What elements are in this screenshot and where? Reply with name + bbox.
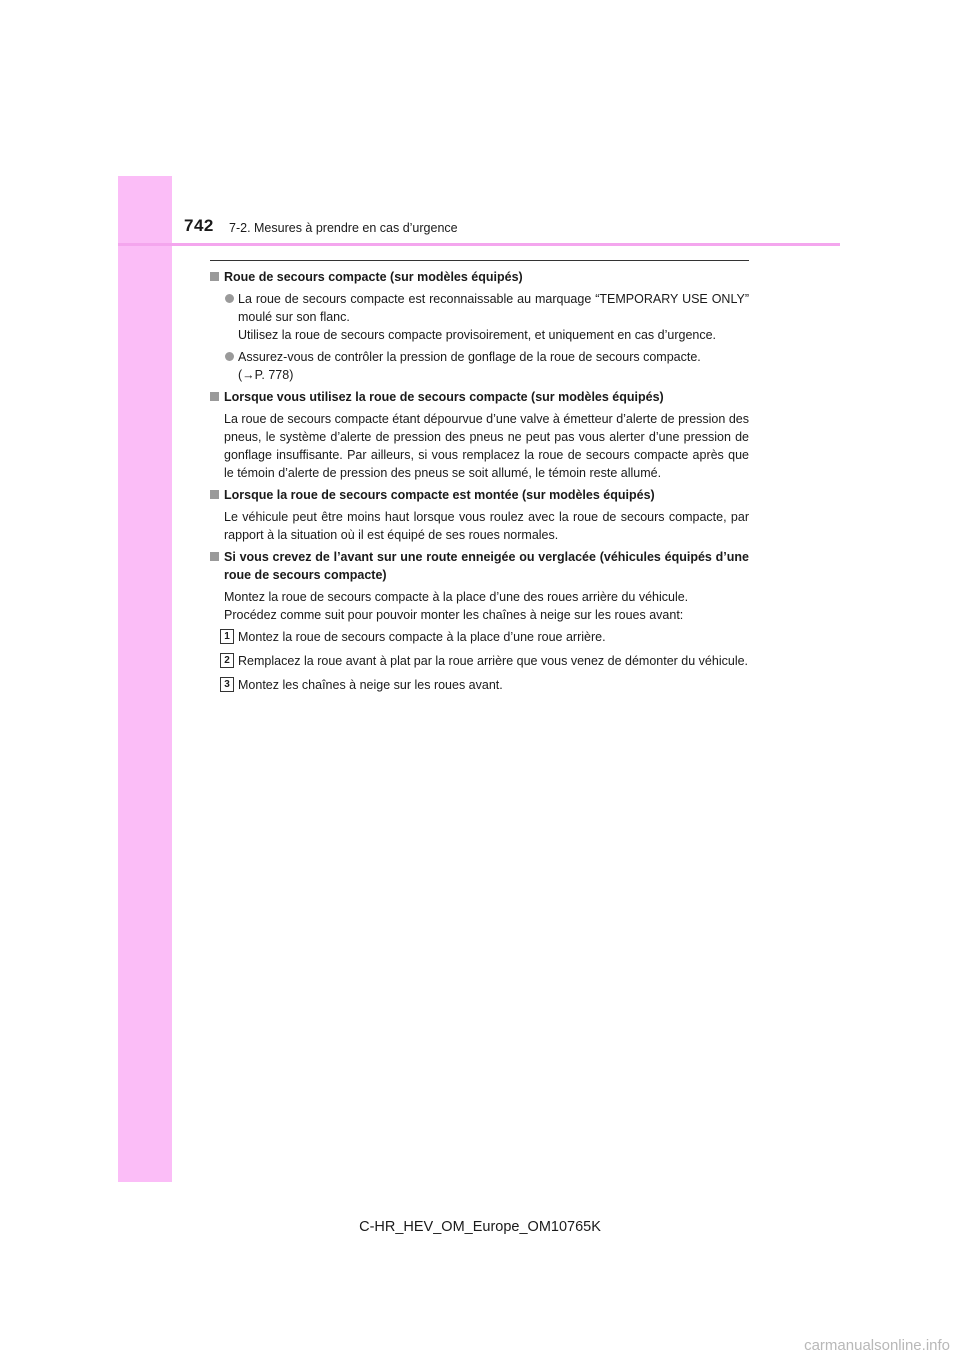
body-paragraph: Le véhicule peut être moins haut lorsque vous roulez avec la roue de secours compacte, par rapport à la situation où il est équipé de ses roues normales. [224,510,749,542]
body-line: Montez la roue de secours compacte à la place d’une des roues arrière du véhicule. [224,590,689,604]
circle-bullet-icon [225,352,234,361]
step-text: Montez la roue de secours compacte à la place d’une roue arrière. [238,630,606,644]
page-content [210,268,749,700]
step-text: Montez les chaînes à neige sur les roues avant. [238,678,503,692]
list-item [210,348,749,384]
step-item [210,628,749,646]
square-bullet-icon [210,392,219,401]
body-line: Procédez comme suit pour pouvoir monter les chaînes à neige sur les roues avant: [224,608,684,622]
list-item [210,290,749,344]
page-reference-link[interactable]: (→P. 778) [238,368,294,382]
section-heading [210,548,749,584]
content-divider [210,260,749,261]
chapter-sidebar-tab [118,176,172,1182]
square-bullet-icon [210,490,219,499]
section-title: 7-2. Mesures à prendre en cas d’urgence [229,221,458,235]
section-heading [210,486,749,504]
step-number-badge: 3 [220,677,234,692]
step-number-badge: 2 [220,653,234,668]
heading-text: Lorsque vous utilisez la roue de secours compacte (sur modèles équipés) [224,390,664,404]
header-rule [118,243,840,246]
heading-text: Si vous crevez de l’avant sur une route enneigée ou verglacée (véhicules équipés d’une roue de secours compacte) [224,550,749,582]
circle-bullet-icon [225,294,234,303]
bullet-text: Utilisez la roue de secours compacte provisoirement, et uniquement en cas d’urgence. [238,328,717,342]
body-paragraph: La roue de secours compacte étant dépourvue d’une valve à émetteur d’alerte de pression des pneus, le système d’alerte de pression des pneus ne peut pas vous alerter d’une pression de gonflage insuffisante. Par ailleurs, si vous remplacez la roue de secours compacte après que le témoin d’alerte de pression des pneus se soit allumé, le témoin reste allumé. [224,412,749,480]
bullet-text: La roue de secours compacte est reconnaissable au marquage “TEMPORARY USE ONLY” moulé sur son flanc. [238,292,749,324]
bullet-text: Assurez-vous de contrôler la pression de gonflage de la roue de secours compacte. [238,350,701,364]
step-text: Remplacez la roue avant à plat par la roue arrière que vous venez de démonter du véhicule. [238,654,749,668]
step-item [210,652,749,670]
square-bullet-icon [210,272,219,281]
document-code: C-HR_HEV_OM_Europe_OM10765K [359,1219,601,1235]
body-paragraph [210,588,749,624]
section-heading [210,388,749,406]
square-bullet-icon [210,552,219,561]
heading-text: Roue de secours compacte (sur modèles équipés) [224,270,523,284]
section-heading [210,268,749,286]
page-number: 742 [184,216,214,235]
step-number-badge: 1 [220,629,234,644]
watermark: carmanualsonline.info [804,1337,950,1354]
heading-text: Lorsque la roue de secours compacte est montée (sur modèles équipés) [224,488,655,502]
step-item [210,676,749,694]
